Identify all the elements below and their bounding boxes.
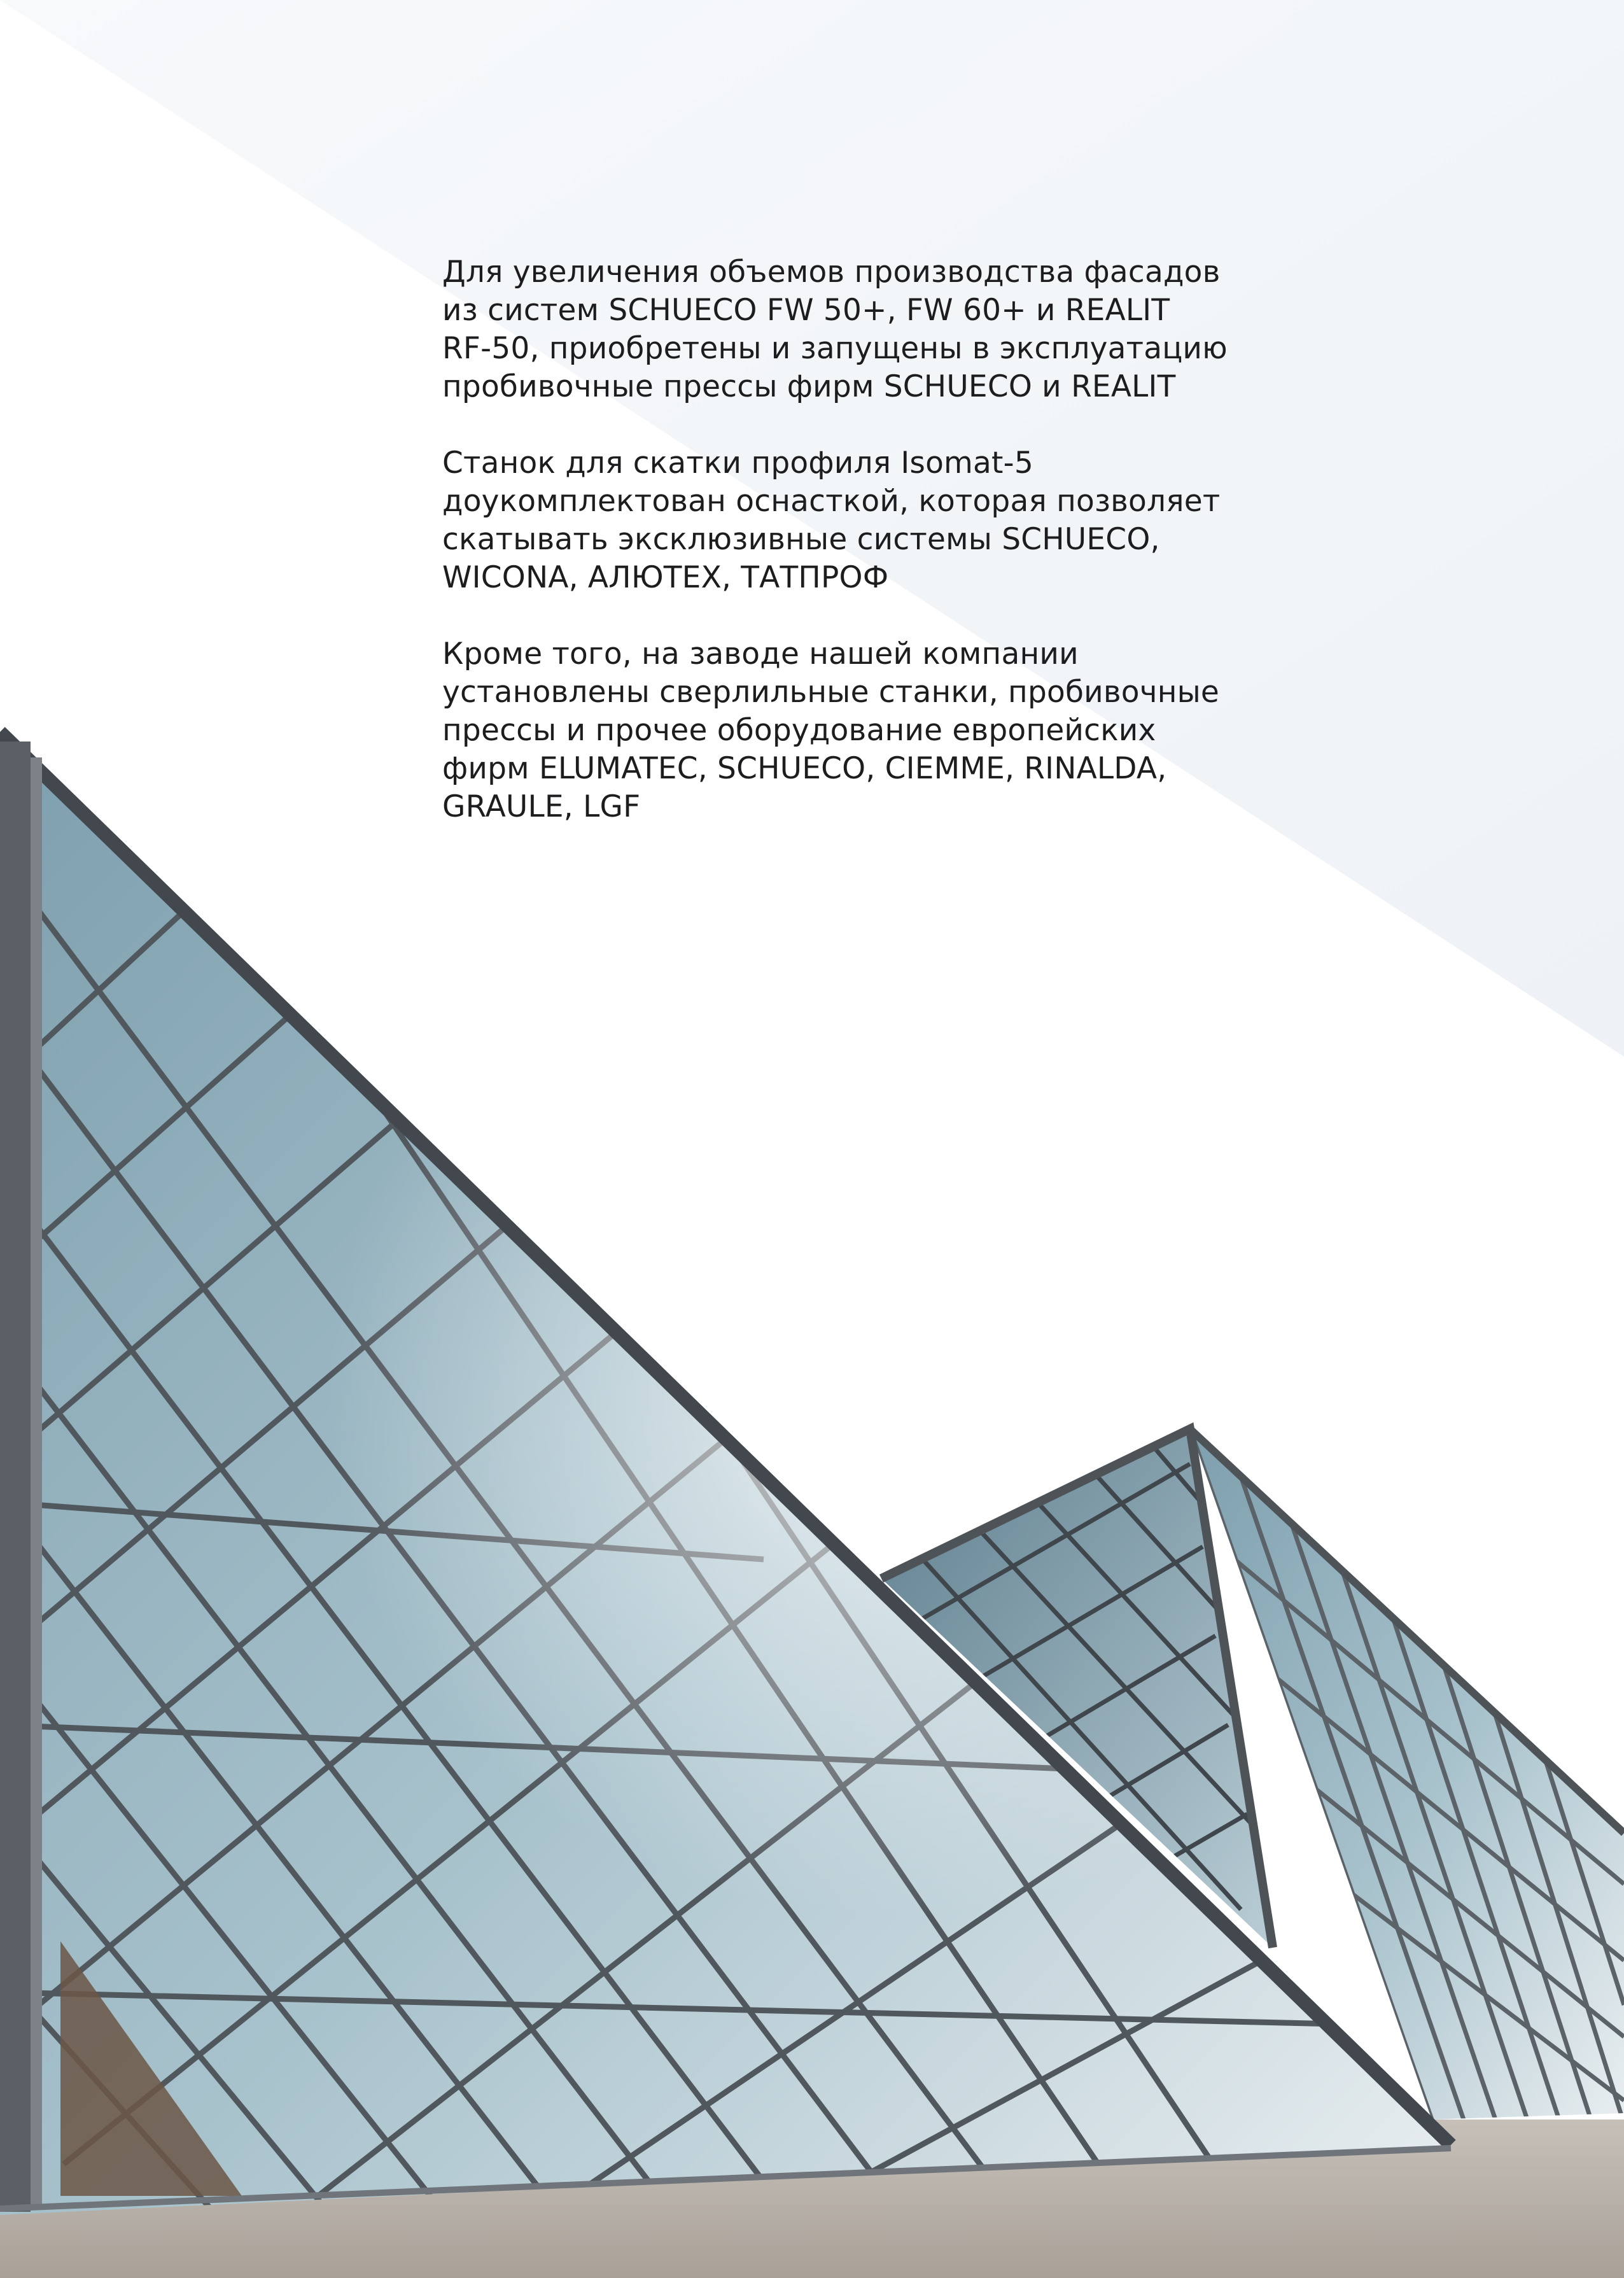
paragraph-presses: Для увеличения объемов производства фасадов из систем SCHUECO FW 50+, FW 60+ и REALIT RF-50, приобретены и запущены в эксплуатацию пробивочные прессы фирм SCHUECO и REALIT bbox=[442, 255, 1228, 404]
description-text bbox=[442, 253, 1244, 864]
paragraph-equipment: Кроме того, на заводе нашей компании установлены сверлильные станки, пробивочные прессы и прочее оборудование европейских фирм ELUMATEC, SCHUECO, CIEMME, RINALDA, GRAULE, LGF bbox=[442, 636, 1220, 824]
paragraph-isomat: Станок для скатки профиля Isomat-5 доукомплектован оснасткой, которая позволяет скатывать эксклюзивные системы SCHUECO, WICONA, АЛЮТЕХ, ТАТПРОФ bbox=[442, 446, 1221, 595]
